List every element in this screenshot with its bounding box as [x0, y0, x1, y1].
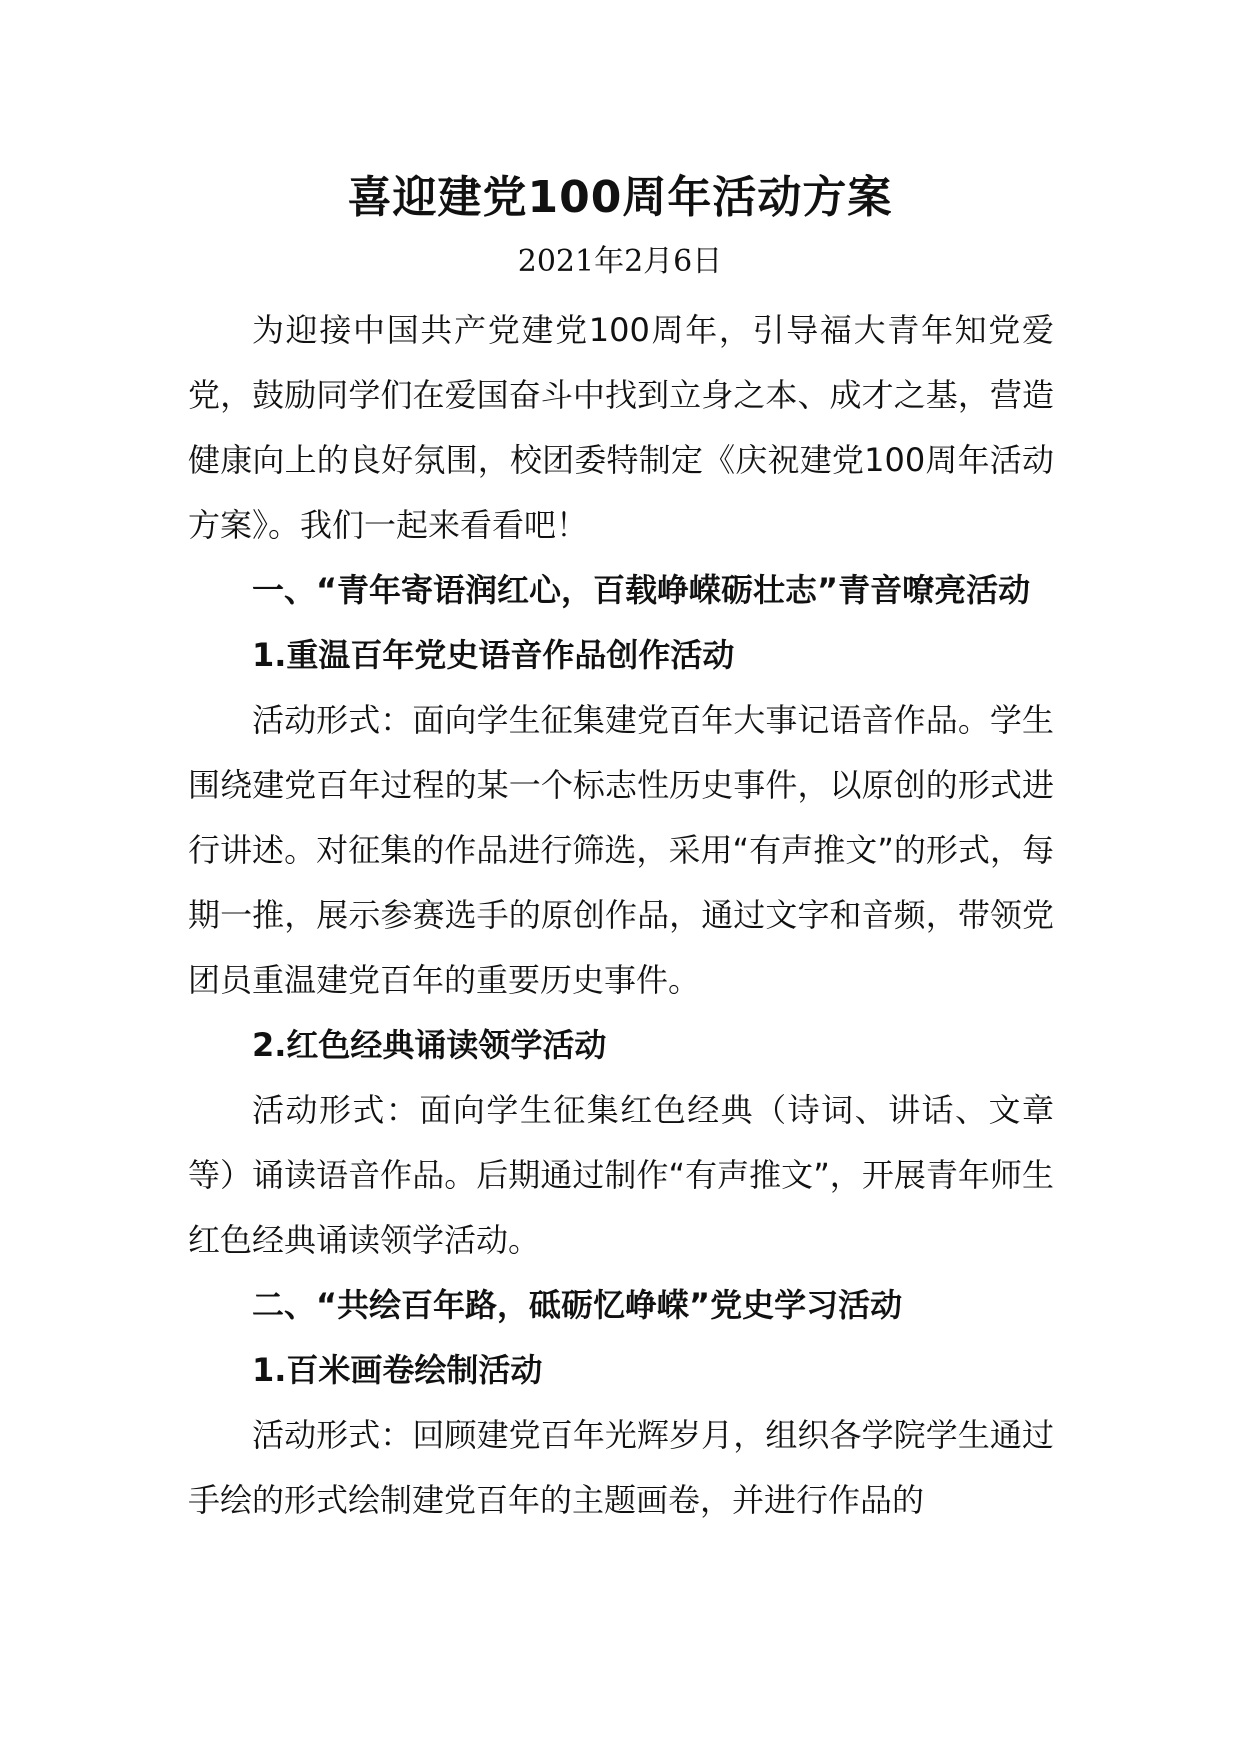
- subsection-heading: 1.百米画卷绘制活动: [252, 1351, 543, 1389]
- subsection-heading: 1.重温百年党史语音作品创作活动: [252, 636, 735, 674]
- subsection-heading: 2.红色经典诵读领学活动: [252, 1026, 607, 1064]
- document-body: [188, 298, 1054, 1533]
- document-date: 2021年2月6日: [517, 244, 723, 279]
- body-paragraph: 活动形式：面向学生征集建党百年大事记语音作品。学生围绕建党百年过程的某一个标志性历史事件，以原创的形式进行讲述。对征集的作品进行筛选，采用“有声推文”的形式，每期一推，展示参赛选手的原创作品，通过文字和音频，带领党团员重温建党百年的重要历史事件。: [188, 701, 1054, 999]
- document-title: 喜迎建党100周年活动方案: [347, 172, 893, 223]
- section-heading: 二、“共绘百年路，砥砺忆峥嵘”党史学习活动: [252, 1286, 903, 1324]
- body-paragraph: 活动形式：回顾建党百年光辉岁月，组织各学院学生通过手绘的形式绘制建党百年的主题画卷，并进行作品的: [188, 1416, 1054, 1519]
- intro-paragraph: 为迎接中国共产党建党100周年，引导福大青年知党爱党，鼓励同学们在爱国奋斗中找到立身之本、成才之基，营造健康向上的良好氛围，校团委特制定《庆祝建党100周年活动方案》。我们一起来看看吧！: [188, 311, 1054, 544]
- body-paragraph: 活动形式：面向学生征集红色经典（诗词、讲话、文章等）诵读语音作品。后期通过制作“有声推文”，开展青年师生红色经典诵读领学活动。: [188, 1091, 1054, 1259]
- section-heading: 一、“青年寄语润红心，百载峥嵘砺壮志”青音嘹亮活动: [252, 571, 1031, 609]
